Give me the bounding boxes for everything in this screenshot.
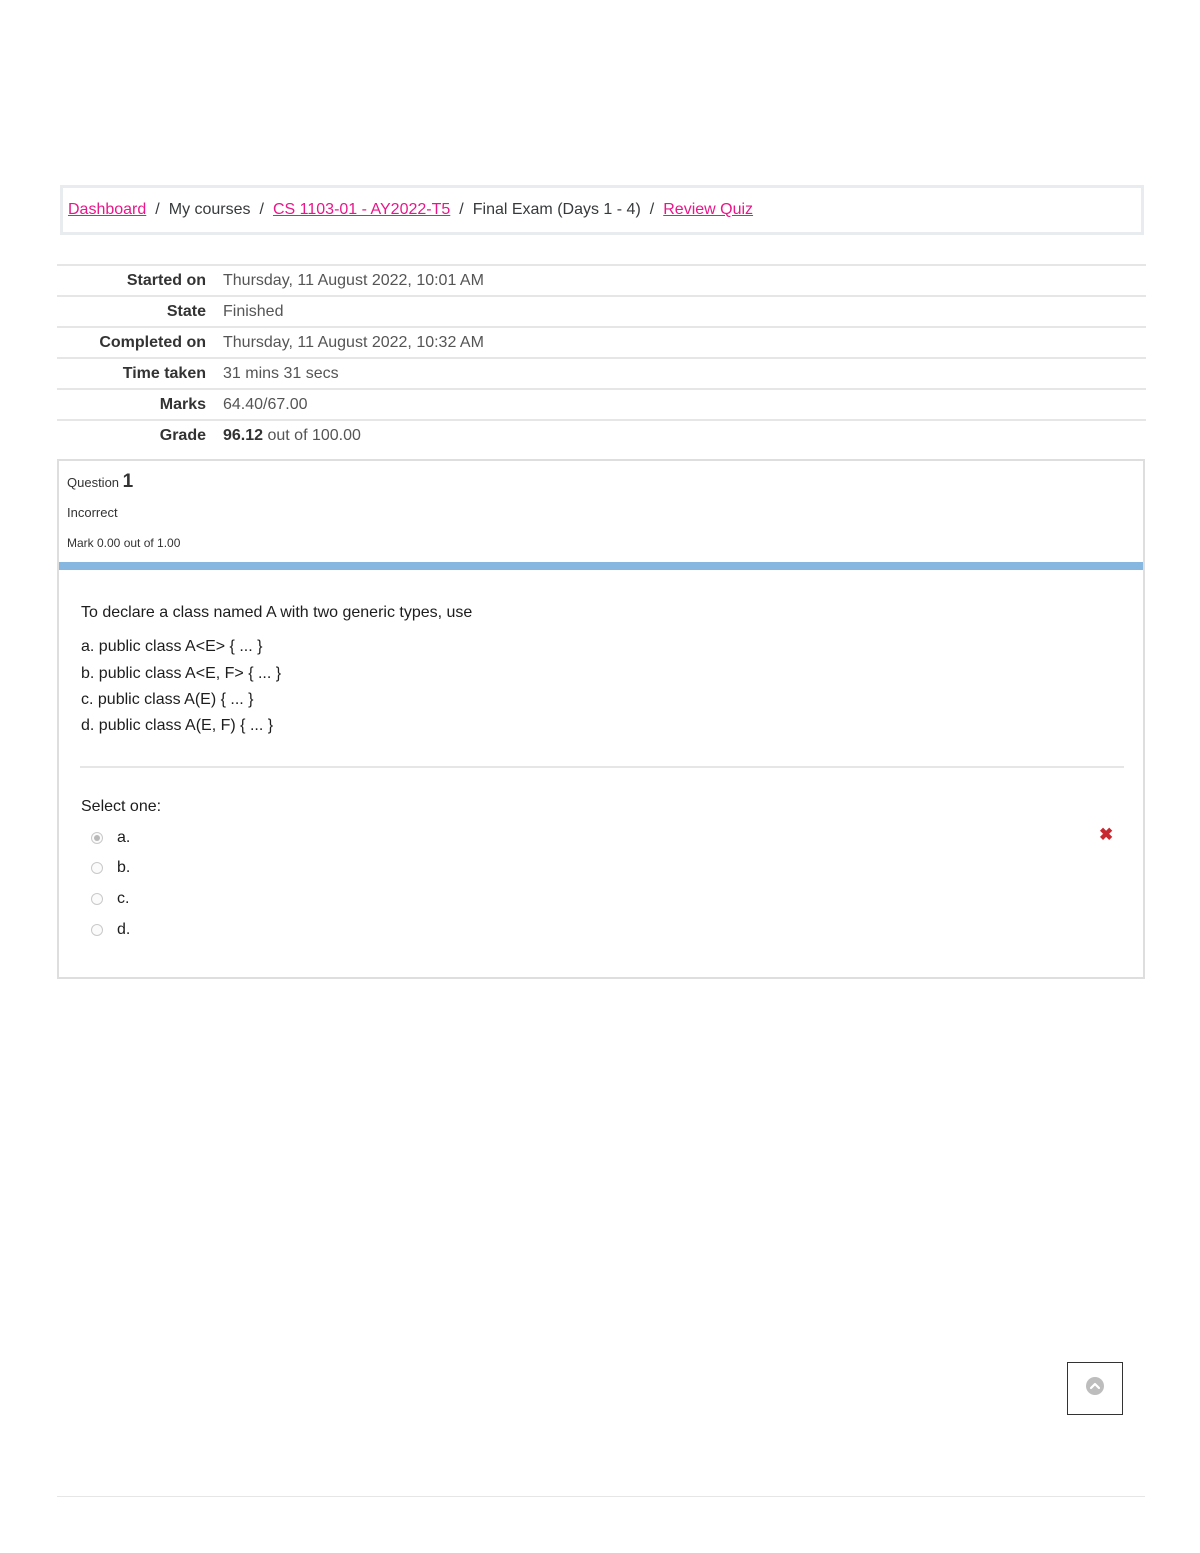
summary-row-started (57, 265, 1146, 296)
summary-row-completed (57, 327, 1146, 358)
breadcrumb-review-quiz-link[interactable]: Review Quiz (663, 201, 754, 218)
footer-divider (57, 1496, 1145, 1497)
summary-value: Finished (223, 302, 284, 320)
summary-label: Marks (159, 395, 206, 413)
answer-option-label: b. (117, 859, 131, 876)
summary-value: 64.40/67.00 (223, 395, 308, 413)
question-number (67, 471, 133, 493)
question-number-value: 1 (122, 471, 134, 492)
choice-text-b: b. public class A<E, F> { ... } (81, 665, 282, 682)
summary-value: 31 mins 31 secs (223, 364, 339, 382)
choice-text-c: c. public class A(E) { ... } (81, 691, 254, 708)
summary-row-marks (57, 389, 1146, 420)
summary-row-grade (57, 420, 1146, 450)
summary-value (223, 420, 1146, 450)
summary-label: Time taken (122, 364, 206, 382)
grade-score: 96.12 (223, 426, 264, 444)
summary-row-state (57, 296, 1146, 327)
select-one-prompt: Select one: (81, 798, 162, 815)
attempt-summary-table (57, 264, 1146, 450)
radio-button[interactable] (91, 862, 103, 874)
answer-option-a[interactable] (91, 829, 130, 847)
answer-option-label: d. (117, 921, 131, 938)
breadcrumb-separator: / (259, 201, 264, 218)
breadcrumb-dashboard-link[interactable]: Dashboard (68, 201, 147, 218)
summary-value: Thursday, 11 August 2022, 10:32 AM (223, 333, 484, 351)
question-mark: Mark 0.00 out of 1.00 (67, 536, 181, 550)
breadcrumb-separator: / (649, 201, 655, 218)
question-text: To declare a class named A with two generic types, use (81, 604, 473, 621)
divider (80, 766, 1124, 768)
breadcrumb (60, 185, 1144, 235)
chevron-up-circle-icon (1085, 1376, 1105, 1401)
radio-button[interactable] (91, 893, 103, 905)
answer-option-label: c. (117, 890, 130, 907)
grade-suffix: out of 100.00 (263, 426, 361, 444)
choice-text-d: d. public class A(E, F) { ... } (81, 717, 274, 734)
question-accent-bar (59, 562, 1143, 570)
summary-label: Grade (159, 426, 206, 444)
radio-button-selected[interactable] (91, 832, 103, 844)
choice-text-a: a. public class A<E> { ... } (81, 638, 263, 655)
summary-label: State (166, 302, 206, 320)
breadcrumb-quiz-name: Final Exam (Days 1 - 4) (472, 201, 641, 218)
question-card (57, 459, 1145, 979)
question-label: Question (67, 475, 120, 490)
incorrect-x-icon: ✖ (1099, 825, 1114, 844)
breadcrumb-separator: / (459, 201, 464, 218)
breadcrumb-separator: / (155, 201, 160, 218)
summary-row-time-taken (57, 358, 1146, 389)
breadcrumb-course-link[interactable]: CS 1103-01 - AY2022-T5 (272, 201, 451, 218)
summary-label: Started on (126, 271, 206, 289)
answer-option-d[interactable] (91, 921, 130, 939)
back-to-top-button[interactable] (1067, 1362, 1123, 1415)
breadcrumb-my-courses: My courses (168, 201, 251, 218)
question-state: Incorrect (67, 505, 118, 520)
summary-value: Thursday, 11 August 2022, 10:01 AM (223, 271, 484, 289)
answer-option-c[interactable] (91, 890, 129, 908)
answer-option-label: a. (117, 829, 131, 846)
summary-label: Completed on (99, 333, 206, 351)
radio-button[interactable] (91, 924, 103, 936)
answer-option-b[interactable] (91, 859, 130, 877)
